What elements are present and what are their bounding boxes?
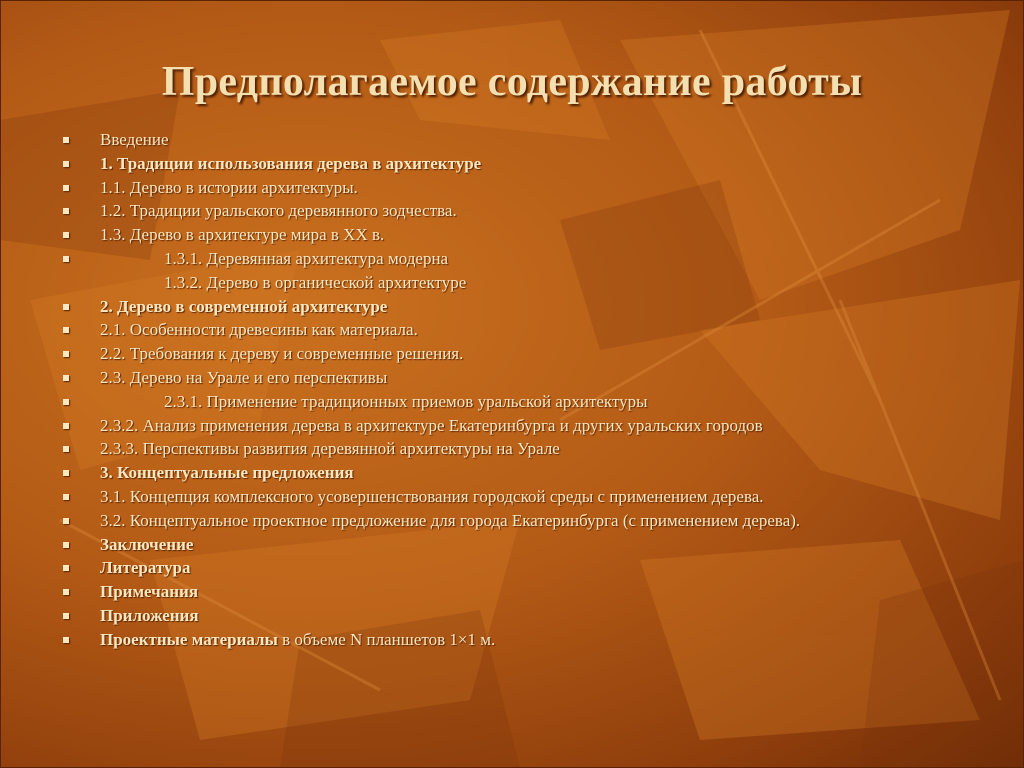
list-item-text <box>100 628 495 652</box>
list-item-text <box>100 318 418 342</box>
slide-title: Предполагаемое содержание работы <box>161 59 863 105</box>
list-item <box>60 318 1000 342</box>
list-item-label: 2.2. Требования к дереву и современные решения. <box>100 344 464 364</box>
bullet-square-icon <box>63 399 69 405</box>
list-item-text <box>100 295 387 319</box>
list-item <box>60 366 1000 390</box>
bullet-square-icon <box>63 208 69 214</box>
bullet-square-icon <box>63 589 69 595</box>
list-item <box>60 247 1000 271</box>
list-item-label: Введение <box>100 130 169 149</box>
list-item-text <box>100 414 763 438</box>
bullet-square-icon <box>63 423 69 429</box>
list-item-text <box>100 580 198 604</box>
list-item-label: 2.3.2. Анализ применения дерева в архитектуре Екатеринбурга и других уральских городов <box>100 415 763 435</box>
list-item-text <box>100 461 354 485</box>
list-item <box>60 128 1000 152</box>
list-item-text <box>164 390 648 414</box>
list-item-label: 2.3. Дерево на Урале и его перспективы <box>100 367 388 387</box>
list-item-label: 3.2. Концептуальное проектное предложение для города Екатеринбурга (с применением дерева). <box>100 510 801 530</box>
list-item <box>60 604 1000 628</box>
list-item-label: Приложения <box>100 605 199 625</box>
list-item-label: 2. Дерево в современной архитектуре <box>100 296 388 316</box>
list-item-text <box>100 556 190 580</box>
list-item-label: Примечания <box>100 582 199 602</box>
bullet-square-icon <box>63 542 69 548</box>
bullet-square-icon <box>63 518 69 524</box>
list-item-label: 1.1. Дерево в истории архитектуры. <box>100 177 358 197</box>
bullet-square-icon <box>63 161 69 167</box>
bullet-square-icon <box>63 327 69 333</box>
list-item-label: Литература <box>100 558 191 578</box>
list-item-text <box>100 176 358 200</box>
list-item <box>60 509 1000 533</box>
contents-list <box>60 128 1000 652</box>
bullet-square-icon <box>63 351 69 357</box>
list-item-suffix: в объеме N планшетов 1×1 м. <box>277 629 496 649</box>
list-item <box>60 271 1000 295</box>
list-item <box>60 461 1000 485</box>
list-item-label: 2.3.1. Применение традиционных приемов уральской архитектуры <box>164 391 648 411</box>
list-item <box>60 199 1000 223</box>
bullet-square-icon <box>63 446 69 452</box>
list-item-text <box>100 342 463 366</box>
list-item-label: 1.2. Традиции уральского деревянного зодчества. <box>100 201 457 221</box>
list-item-label: 2.3.3. Перспективы развития деревянной архитектуры на Урале <box>100 439 560 459</box>
list-item-label: 2.1. Особенности древесины как материала. <box>100 320 418 340</box>
bullet-square-icon <box>63 470 69 476</box>
bullet-square-icon <box>63 613 69 619</box>
list-item <box>60 580 1000 604</box>
list-item-text <box>100 199 457 223</box>
list-item-text <box>100 509 800 533</box>
list-item-text <box>100 437 560 461</box>
bullet-square-icon <box>63 232 69 238</box>
list-item-text <box>100 128 169 152</box>
list-item <box>60 342 1000 366</box>
bullet-square-icon <box>63 494 69 500</box>
list-item <box>60 414 1000 438</box>
list-item-text <box>164 247 448 271</box>
list-item <box>60 390 1000 414</box>
list-item-label: 1.3. Дерево в архитектуре мира в XX в. <box>100 225 385 245</box>
list-item <box>60 152 1000 176</box>
bullet-square-icon <box>63 185 69 191</box>
list-item-label: 3. Концептуальные предложения <box>100 463 354 483</box>
list-item-label: Проектные материалы <box>100 629 278 649</box>
list-item <box>60 437 1000 461</box>
bullet-square-icon <box>63 256 69 262</box>
list-item-label: 3.1. Концепция комплексного усовершенствования городской среды с применением дерева. <box>100 486 764 506</box>
list-item-text <box>100 152 481 176</box>
list-item-label: 1.3.1. Деревянная архитектура модерна <box>164 248 449 268</box>
list-item-text <box>100 223 384 247</box>
bullet-square-icon <box>63 304 69 310</box>
list-item <box>60 295 1000 319</box>
list-item <box>60 176 1000 200</box>
bullet-square-icon <box>63 565 69 571</box>
list-item-label: Заключение <box>100 534 194 554</box>
list-item-text <box>164 271 466 295</box>
list-item <box>60 556 1000 580</box>
list-item <box>60 628 1000 652</box>
list-item <box>60 223 1000 247</box>
list-item <box>60 485 1000 509</box>
bullet-square-icon <box>63 137 69 143</box>
bullet-square-icon <box>63 637 69 643</box>
list-item-text <box>100 604 199 628</box>
list-item-label: 1. Традиции использования дерева в архитектуре <box>100 153 482 173</box>
list-item <box>60 533 1000 557</box>
list-item-text <box>100 533 193 557</box>
list-item-label: 1.3.2. Дерево в органической архитектуре <box>164 272 467 292</box>
list-item-text <box>100 366 387 390</box>
list-item-text <box>100 485 764 509</box>
bullet-square-icon <box>63 375 69 381</box>
